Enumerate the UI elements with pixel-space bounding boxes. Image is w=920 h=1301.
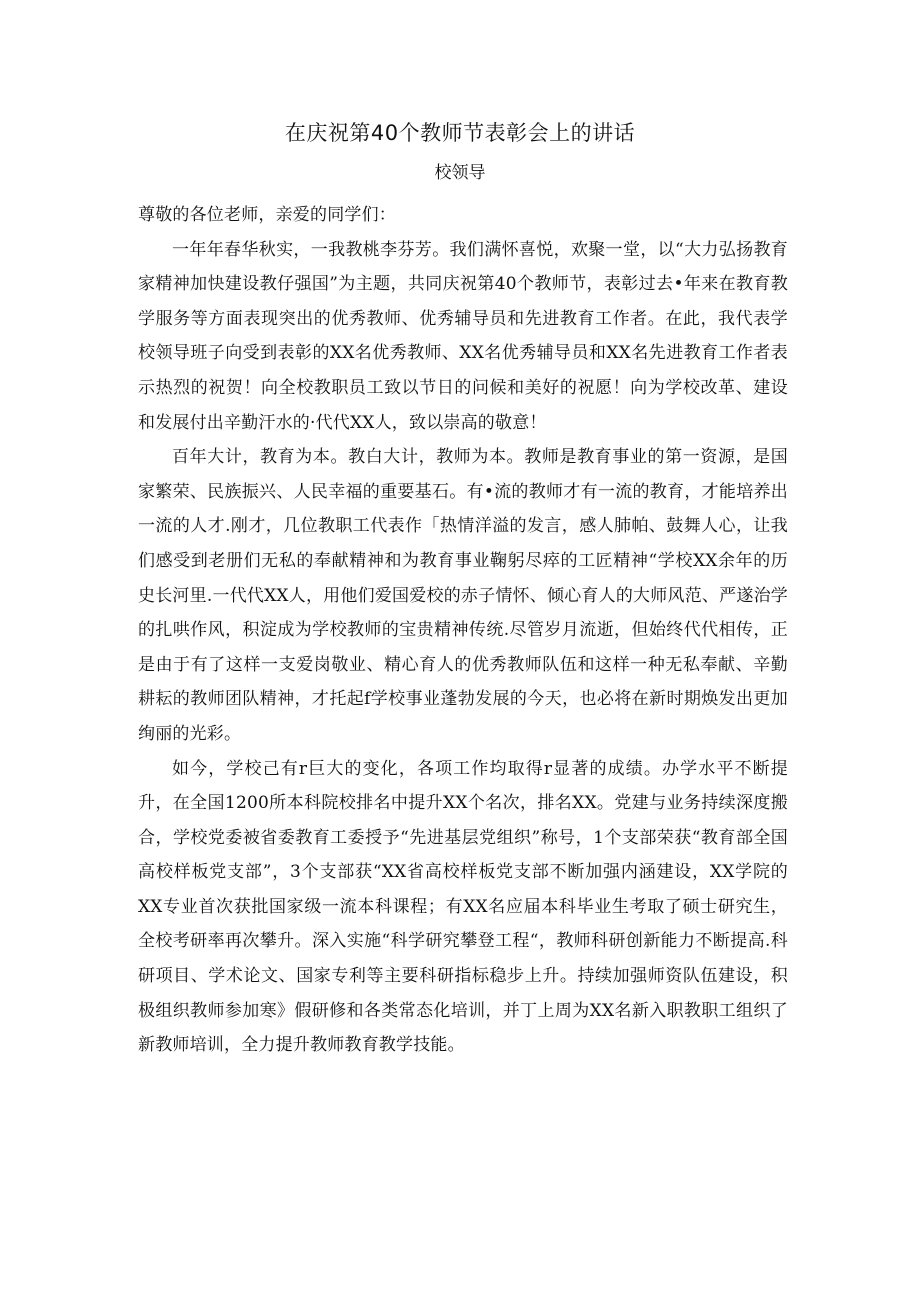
paragraph-3: 如今，学校己有r巨大的变化，各项工作均取得r显著的成绩。办学水平不断提升，在全国1200所本科院校排名中提升XX个名次，排名XX。党建与业务持续深度搬合，学校党委被省委教育工委授予“先进基层党组织”称号，1个支部荣获“教育部全国高校样板党支部”，3个支部获“XX省高校样板党支部不断加强内涵建设，XX学院的XX专业首次获批国家级一流本科课程；有XX名应届本科毕业生考取了硕士研究生，全校考研率再次攀升。深入实施“科学研究攀登工程“，教师科研创新能力不断提高.科研项目、学术论文、国家专利等主要科研指标稳步上升。持续加强师资队伍建设，积极组织教师参加寒》假研修和各类常态化培训，并丁上周为XX名新入职教职工组织了新教师培训，全力提升教师教育教学技能。 <box>138 758 788 1056</box>
document-author: 校领导 <box>434 163 486 183</box>
paragraph-1: 一年年春华秋实，一我教桃李芬芳。我们满怀喜悦，欢聚一堂，以“大力弘扬教育家精神加快建设教仔强国”为主题，共同庆祝第40个教师节，表彰过去•年来在教育教学服务等方面表现突出的优秀教师、优秀辅导员和先进教育工作者。在此，我代表学校领导班子向受到表彰的XX名优秀教师、XX名优秀辅导员和XX名先进教育工作者表示热烈的祝贺！向全校教职员工致以节日的问候和美好的祝愿！向为学校改革、建设和发展付出辛勤汗水的·代代XX人，致以崇高的敬意！ <box>138 239 788 433</box>
document-title: 在庆祝第40个教师节表彰会上的讲话 <box>284 121 636 145</box>
salutation: 尊敬的各位老师，亲爱的同学们： <box>138 205 396 225</box>
document-body <box>138 198 788 1063</box>
paragraph-2: 百年大计，教育为本。教白大计，教师为本。教师是教育事业的第一资源，是国家繁荣、民族振兴、人民幸福的重要基石。有•流的教师才有一流的教育，才能培养出一流的人才.刚才，几位教职工代表作「热情洋溢的发言，感人肺帕、鼓舞人心，让我们感受到老册们无私的奉献精神和为教育事业鞠躬尽瘁的工匠精神“学校XX余年的历史长河里.一代代XX人，用他们爱国爱校的赤子情怀、倾心育人的大师风范、严遂治学的扎哄作风，积淀成为学校教师的宝贵精神传统.尽管岁月流逝，但始终代代相传，正是由于有了这样一支爱岗敬业、精心育人的优秀教师队伍和这样一种无私奉献、辛勤耕耘的教师团队精神，才托起f学校事业蓬勃发展的今天，也必将在新时期焕发出更加绚丽的光彩。 <box>138 447 788 744</box>
